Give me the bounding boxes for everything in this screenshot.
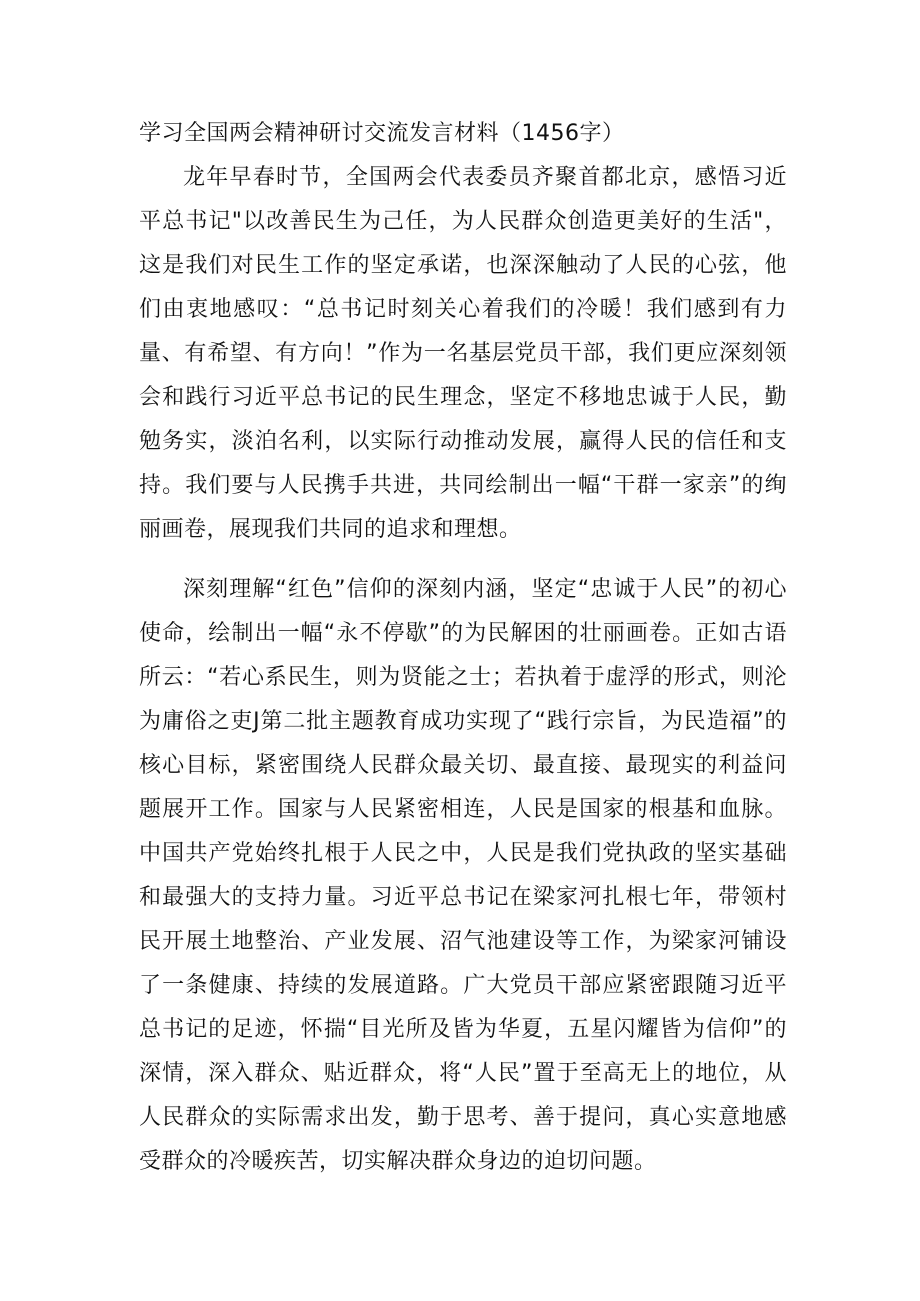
paragraph-1: 龙年早春时节，全国两会代表委员齐聚首都北京，感悟习近平总书记"以改善民生为己任，为人民群众创造更美好的生活"，这是我们对民生工作的坚定承诺，也深深触动了人民的心弦，他们由衷地感叹：“总书记时刻关心着我们的冷暖！我们感到有力量、有希望、有方向！”作为一名基层党员干部，我们更应深刻领会和践行习近平总书记的民生理念，坚定不移地忠诚于人民，勤勉务实，淡泊名利，以实际行动推动发展，赢得人民的信任和支持。我们要与人民携手共进，共同绘制出一幅“干群一家亲”的绚丽画卷，展现我们共同的追求和理想。 — [139, 165, 787, 542]
document-body — [139, 112, 787, 1184]
paragraph-2: 深刻理解“红色”信仰的深刻内涵，坚定“忠诚于人民”的初心使命，绘制出一幅“永不停歇”的为民解困的壮丽画卷。正如古语所云：“若心系民生，则为贤能之士；若执着于虚浮的形式，则沦为庸俗之吏J第二批主题教育成功实现了“践行宗旨，为民造福”的核心目标，紧密围绕人民群众最关切、最直接、最现实的利益问题展开工作。国家与人民紧密相连，人民是国家的根基和血脉。中国共产党始终扎根于人民之中，人民是我们党执政的坚实基础和最强大的支持力量。习近平总书记在梁家河扎根七年，带领村民开展土地整治、产业发展、沼气池建设等工作，为梁家河铺设了一条健康、持续的发展道路。广大党员干部应紧密跟随习近平总书记的足迹，怀揣“目光所及皆为华夏，五星闪耀皆为信仰”的深情，深入群众、贴近群众，将“人民”置于至高无上的地位，从人民群众的实际需求出发，勤于思考、善于提问，真心实意地感受群众的冷暖疾苦，切实解决群众身边的迫切问题。 — [139, 577, 787, 1174]
document-title: 学习全国两会精神研讨交流发言材料（1456字） — [139, 121, 625, 146]
